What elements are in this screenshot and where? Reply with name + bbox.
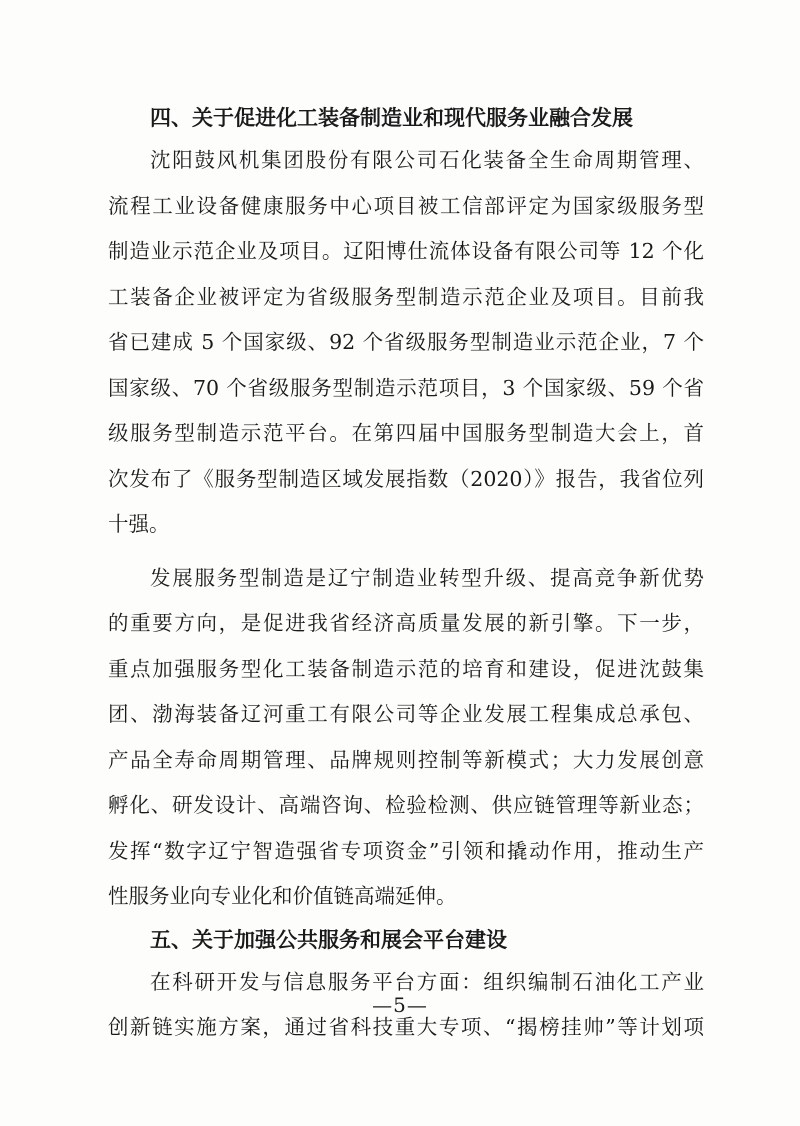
section-4-paragraph-1 (108, 138, 704, 548)
paragraph-line: 沈阳鼓风机集团股份有限公司石化装备全生命周期管理、 (150, 148, 704, 172)
paragraph-line: 发挥“数字辽宁智造强省专项资金”引领和撬动作用，推动生产 (108, 838, 704, 863)
paragraph-line: 团、渤海装备辽河重工有限公司等企业发展工程集成总承包、 (108, 702, 704, 726)
paragraph-line: 制造业示范企业及项目。辽阳博仕流体设备有限公司等 12 个化 (108, 239, 704, 263)
document-body (108, 100, 704, 1051)
page-number: —5— (372, 993, 428, 1017)
paragraph-line: 产品全寿命周期管理、品牌规则控制等新模式；大力发展创意 (108, 747, 704, 772)
paragraph-line: 十强。 (108, 512, 170, 536)
paragraph-line: 级服务型制造示范平台。在第四届中国服务型制造大会上，首 (108, 421, 704, 445)
paragraph-line: 在科研开发与信息服务平台方面：组织编制石油化工产业 (150, 969, 704, 994)
paragraph-line: 创新链实施方案，通过省科技重大专项、“揭榜挂帅”等计划项 (108, 1015, 704, 1039)
paragraph-line: 国家级、70 个省级服务型制造示范项目，3 个国家级、59 个省 (108, 375, 704, 400)
paragraph-line: 的重要方向，是促进我省经济高质量发展的新引擎。下一步， (108, 611, 704, 635)
paragraph-line: 次发布了《服务型制造区域发展指数（2020）》报告，我省位列 (108, 466, 704, 491)
section-heading-4: 四、关于促进化工装备制造业和现代服务业融合发展 (150, 106, 633, 130)
section-4-paragraph-2 (108, 556, 704, 920)
paragraph-line: 发展服务型制造是辽宁制造业转型升级、提高竞争新优势 (150, 565, 704, 590)
paragraph-line: 省已建成 5 个国家级、92 个省级服务型制造业示范企业，7 个 (108, 330, 704, 354)
paragraph-line: 重点加强服务型化工装备制造示范的培育和建设，促进沈鼓集 (108, 656, 704, 681)
paragraph-line: 流程工业设备健康服务中心项目被工信部评定为国家级服务型 (108, 193, 704, 218)
paragraph-line: 性服务业向专业化和价值链高端延伸。 (108, 884, 457, 908)
section-heading-5: 五、关于加强公共服务和展会平台建设 (150, 927, 507, 952)
paragraph-line: 工装备企业被评定为省级服务型制造示范企业及项目。目前我 (108, 284, 704, 309)
paragraph-line: 孵化、研发设计、高端咨询、检验检测、供应链管理等新业态； (108, 793, 704, 817)
